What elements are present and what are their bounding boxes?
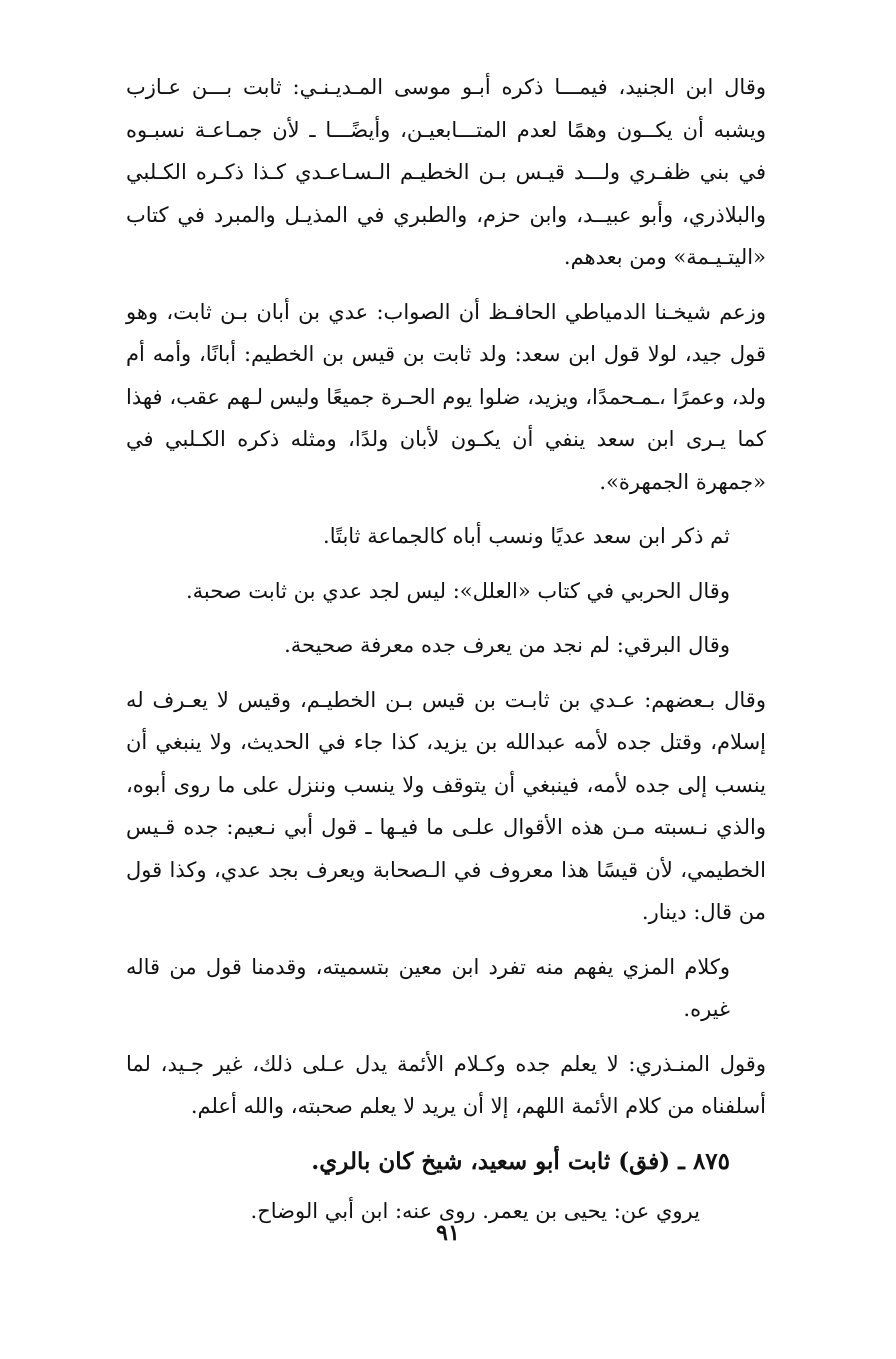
paragraph-baduhum: وقال بـعضهم: عـدي بن ثابـت بن قيس بـن الخطيـم، وقيس لا يعـرف له إسلام، وقتل جده لأمه عبدالله بن يزيد، كذا جاء في الحديث، ولا ينبغي أن ينسب إلى جده لأمه، فينبغي أن يتوقف ولا ينسب وننزل على ما روى أبوه، والذي نـسبته مـن هذه الأقوال علـى ما فيـها ـ قول أبي نـعيم: جده قـيس الخطيمي، لأن قيسًا هذا معروف في الـصحابة ويعرف بجد عدي، وكذا قول من قال: دينار. bbox=[126, 687, 766, 924]
paragraph-ibn-saad: ثم ذكر ابن سعد عديًا ونسب أباه كالجماعة ثابتًا. bbox=[323, 524, 730, 548]
paragraph-barqi: وقال البرقي: لم نجد من يعرف جده معرفة صحيحة. bbox=[284, 633, 730, 657]
main-text bbox=[126, 66, 766, 1232]
page-number: ٩١ bbox=[436, 1220, 460, 1246]
paragraph-mizzi: وكلام المزي يفهم منه تفرد ابن معين بتسميته، وقدمنا قول من قاله غيره. bbox=[126, 954, 730, 1021]
entry-heading: ٨٧٥ ـ (فق) ثابت أبو سعيد، شيخ كان بالري. bbox=[311, 1147, 730, 1175]
entry-body: يروي عن: يحيى بن يعمر. روى عنه: ابن أبي الوضاح. bbox=[250, 1198, 700, 1223]
paragraph-dimyati: وزعم شيخـنا الدمياطي الحافـظ أن الصواب: عدي بن أبان بـن ثابت، وهو قول جيد، لولا قول ابن سعد: ولد ثابت بن قيس بن الخطيم: أبانًا، وأمه أم ولد، وعمرًا ،ـمـحمدًا، ويزيد، ضلوا يوم الحـرة جميعًا وليس لـهم عقب، فهذا كما يـرى ابن سعد ينفي أن يكـون لأبان ولدًا، ومثله ذكره الكـلبي في «جمهرة الجمهرة». bbox=[126, 299, 766, 494]
paragraph-harbi: وقال الحربي في كتاب «العلل»: ليس لجد عدي بن ثابت صحبة. bbox=[185, 578, 730, 603]
paragraph-mundhiri: وقول المنـذري: لا يعلم جده وكـلام الأئمة يدل عـلى ذلك، غير جـيد، لما أسلفناه من كلام الأئمة اللهم، إلا أن يريد لا يعلم صحبته، والله أعلم. bbox=[126, 1051, 766, 1118]
paragraph-ibn-al-junayd: وقال ابن الجنيد، فيمـــا ذكره أبـو موسى المـديـنـي: ثابت بـــن عـازب ويشبه أن يكــون وهمًا لعدم المتـــابعيـن، وأيضًـــا ـ لأن جمـاعـة نسبـوه في بني ظفـري ولـــد قيـس بـن الخطيـم الـسـاعـدي كـذا ذكـره الكـلبي والبلاذري، وأبو عبيــد، وابن حزم، والطبري في المذيـل والمبرد في كتاب «اليتـيـمة» ومن بعدهم. bbox=[126, 75, 766, 269]
